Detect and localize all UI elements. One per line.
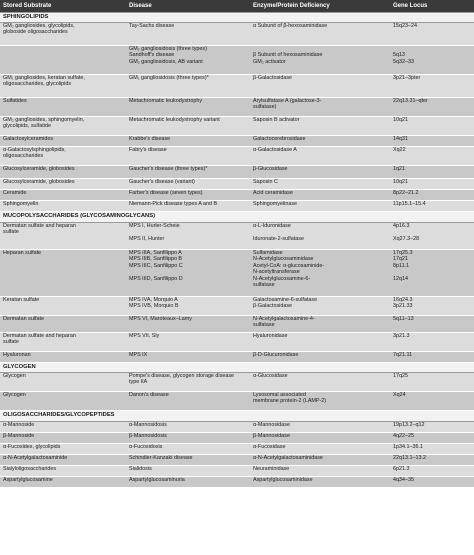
disease-cell: [126, 466, 250, 477]
enzyme-cell: [250, 466, 390, 477]
table-row: [0, 422, 474, 433]
cell-line: Dermatan sulfate and heparan: [3, 333, 76, 339]
disease-cell: [126, 297, 250, 316]
cell-line: α-Mannosidosis: [129, 422, 167, 428]
stored-substrate-cell: [0, 422, 126, 433]
table-row: [0, 316, 474, 333]
header-gene-locus: Gene Locus: [390, 0, 474, 13]
cell-line: 10q21: [393, 179, 408, 185]
cell-line: α-Fucosidase: [253, 444, 286, 450]
cell-line: GM₂ gangliosidosis, AB variant: [129, 58, 203, 65]
cell-line: Schindler-Kanzaki disease: [129, 455, 193, 461]
disease-cell: [126, 166, 250, 179]
cell-line: GM₂ gangliosides, glycolipids,: [3, 23, 75, 29]
cell-line: N-Acetylglucosamine-6-: [253, 275, 311, 282]
disease-cell: [126, 433, 250, 444]
header-row: [0, 0, 474, 13]
cell-line: Sialidosis: [129, 466, 152, 472]
disease-cell: [126, 46, 250, 75]
cell-line: Iduronate-2-sulfatase: [253, 235, 304, 242]
cell-line: Sulfamidase: [253, 250, 283, 256]
gene-locus-cell: [390, 46, 474, 75]
cell-line: β-Glucosidase: [253, 166, 288, 172]
gene-locus-cell: [390, 444, 474, 455]
disease-cell: [126, 201, 250, 212]
cell-line: Dermatan sulfate: [3, 316, 45, 322]
cell-line: sulfatase): [253, 104, 277, 111]
stored-substrate-cell: [0, 444, 126, 455]
cell-line: MPS VI, Maroteaux–Lamy: [129, 316, 192, 322]
cell-line: N-acetyltransferase: [253, 269, 300, 276]
cell-line: glycolipids, sulfatide: [3, 123, 51, 130]
cell-line: type IIA: [129, 379, 148, 386]
cell-line: β-D-Glucuronidase: [253, 352, 299, 358]
disease-cell: [126, 136, 250, 147]
gene-locus-cell: [390, 166, 474, 179]
table-row: [0, 117, 474, 136]
cell-line: Galactocerebrosidase: [253, 136, 306, 142]
cell-line: Acetyl-CoA: α-glucosaminide-: [253, 262, 325, 269]
enzyme-cell: [250, 46, 390, 75]
gene-locus-cell: [390, 23, 474, 46]
cell-line: MPS VII, Sly: [129, 333, 160, 339]
cell-line: Galactosylceramides: [3, 136, 54, 142]
cell-line: 5q32–33: [393, 58, 414, 65]
enzyme-cell: [250, 136, 390, 147]
cell-line: Krabbe's disease: [129, 136, 171, 142]
cell-line: Xq22: [393, 147, 406, 153]
cell-line: Metachromatic leukodystrophy variant: [129, 117, 220, 123]
gene-locus-cell: [390, 373, 474, 392]
cell-line: β-Galactosidase: [253, 303, 293, 310]
cell-line: Aspartylglucosaminidase: [253, 477, 313, 483]
stored-substrate-cell: [0, 466, 126, 477]
gene-locus-cell: [390, 422, 474, 433]
enzyme-cell: [250, 117, 390, 136]
cell-line: 22q13.1–13.2: [393, 455, 426, 461]
cell-line: Ceramide: [3, 190, 27, 196]
header-enzyme: Enzyme/Protein Deficiency: [250, 0, 390, 13]
cell-line: N-Acetylglucosaminidase: [253, 256, 314, 263]
disease-cell: [126, 179, 250, 190]
enzyme-cell: [250, 477, 390, 488]
cell-line: 1q21: [393, 166, 405, 172]
table-row: [0, 455, 474, 466]
enzyme-cell: [250, 250, 390, 297]
cell-line: MPS IIID, Sanfilippo D: [129, 275, 183, 282]
cell-line: oligosaccharides, glycolipids: [3, 81, 72, 88]
table-row: [0, 136, 474, 147]
disease-cell: [126, 455, 250, 466]
cell-line: 3p21.3: [393, 333, 410, 339]
cell-line: 6p21.3: [393, 466, 410, 472]
cell-line: Galactosamine-6-sulfatase: [253, 297, 318, 303]
gene-locus-cell: [390, 316, 474, 333]
header-disease: Disease: [126, 0, 250, 13]
cell-line: GM₁ gangliosidosis (three types)*: [129, 75, 209, 81]
table-row: [0, 179, 474, 190]
stored-substrate-cell: [0, 316, 126, 333]
section-header-row: [0, 13, 474, 23]
gene-locus-cell: [390, 297, 474, 316]
cell-line: sulfate: [3, 229, 19, 236]
table-row: [0, 166, 474, 179]
enzyme-cell: [250, 373, 390, 392]
gene-locus-cell: [390, 201, 474, 212]
disease-cell: [126, 316, 250, 333]
cell-line: α-Galactosidase A: [253, 147, 297, 153]
stored-substrate-cell: [0, 433, 126, 444]
header-stored-substrate: Stored Substrate: [0, 0, 126, 13]
cell-line: 8p11.1: [393, 262, 410, 269]
stored-substrate-cell: [0, 23, 126, 46]
cell-line: 12q14: [393, 275, 408, 282]
gene-locus-cell: [390, 250, 474, 297]
gene-locus-cell: [390, 98, 474, 117]
cell-line: 5q13: [393, 52, 405, 59]
stored-substrate-cell: [0, 477, 126, 488]
enzyme-cell: [250, 392, 390, 411]
cell-line: Dermatan sulfate and heparan: [3, 223, 76, 229]
cell-line: Heparan sulfate: [3, 250, 42, 256]
cell-line: MPS IX: [129, 352, 148, 358]
cell-line: MPS IIIA, Sanfilippo A: [129, 250, 182, 256]
table-row: [0, 297, 474, 316]
cell-line: 17q25: [393, 373, 408, 379]
disease-cell: [126, 392, 250, 411]
enzyme-cell: [250, 75, 390, 98]
gene-locus-cell: [390, 117, 474, 136]
gene-locus-cell: [390, 75, 474, 98]
enzyme-cell: [250, 223, 390, 250]
disease-cell: [126, 23, 250, 46]
cell-line: MPS II, Hunter: [129, 235, 165, 242]
gene-locus-cell: [390, 136, 474, 147]
table-row: [0, 75, 474, 98]
table-row: [0, 98, 474, 117]
table-row: [0, 23, 474, 46]
cell-line: Sphingomyelinase: [253, 201, 298, 207]
cell-line: 4p16.3: [393, 223, 410, 229]
stored-substrate-cell: [0, 297, 126, 316]
enzyme-cell: [250, 297, 390, 316]
stored-substrate-cell: [0, 166, 126, 179]
cell-line: Fabry's disease: [129, 147, 167, 153]
section-title: GLYCOGEN: [0, 363, 474, 373]
section-header-row: [0, 212, 474, 223]
cell-line: Pompe's disease, glycogen storage disease: [129, 373, 235, 379]
table-row: [0, 201, 474, 212]
cell-line: GM₂ activator: [253, 58, 286, 65]
table-row: [0, 223, 474, 250]
table-row: [0, 466, 474, 477]
cell-line: 10q21: [393, 117, 408, 123]
section-title: OLIGOSACCHARIDES/GLYCOPEPTIDES: [0, 411, 474, 422]
table-row: [0, 250, 474, 297]
disease-cell: [126, 250, 250, 297]
cell-line: Arylsulfatase A (galactose-3-: [253, 98, 322, 104]
enzyme-cell: [250, 166, 390, 179]
cell-line: Saposin C: [253, 179, 278, 185]
gene-locus-cell: [390, 179, 474, 190]
table-row: [0, 190, 474, 201]
cell-line: α-Fucosides, glycolipids: [3, 444, 61, 450]
stored-substrate-cell: [0, 117, 126, 136]
enzyme-cell: [250, 444, 390, 455]
cell-line: β-Galactosidase: [253, 75, 293, 81]
stored-substrate-cell: [0, 136, 126, 147]
cell-line: 3p21–3pter: [393, 75, 421, 81]
cell-line: 17q25.3: [393, 250, 413, 256]
gene-locus-cell: [390, 333, 474, 352]
cell-line: MPS IIIC, Sanfilippo C: [129, 262, 183, 269]
stored-substrate-cell: [0, 392, 126, 411]
cell-line: 4q34–35: [393, 477, 414, 483]
cell-line: 4q22–25: [393, 433, 414, 439]
cell-line: Metachromatic leukodystrophy: [129, 98, 203, 104]
cell-line: GM₂ gangliosidosis (three types): [129, 46, 207, 52]
cell-line: Saposin B activator: [253, 117, 300, 123]
cell-line: 22q13.31–qter: [393, 98, 428, 104]
cell-line: N-Acetylgalactosamine-4-: [253, 316, 315, 322]
cell-line: 8p22–21.2: [393, 190, 419, 196]
cell-line: Sphingomyelin: [3, 201, 39, 207]
enzyme-cell: [250, 147, 390, 166]
cell-line: Glycogen: [3, 373, 26, 379]
enzyme-cell: [250, 98, 390, 117]
cell-line: α-Mannosidase: [253, 422, 290, 428]
cell-line: α-Glucosidase: [253, 373, 288, 379]
stored-substrate-cell: [0, 455, 126, 466]
cell-line: sulfate: [3, 339, 19, 346]
cell-line: 14q31: [393, 136, 408, 142]
disease-cell: [126, 98, 250, 117]
enzyme-cell: [250, 455, 390, 466]
cell-line: α-Fucosidosis: [129, 444, 163, 450]
cell-line: GM₂ gangliosides, sphingomyelin,: [3, 117, 85, 123]
cell-line: β-Mannosidase: [253, 433, 290, 439]
cell-line: Keratan sulfate: [3, 297, 40, 303]
section-title: SPHINGOLIPIDS: [0, 13, 474, 23]
cell-line: Hyaluronan: [3, 352, 31, 358]
section-header-row: [0, 363, 474, 373]
cell-line: β Subunit of hexosaminidase: [253, 52, 323, 59]
cell-line: MPS IIIB, Sanfilippo B: [129, 256, 183, 263]
cell-line: Sandhoff's disease: [129, 52, 175, 59]
cell-line: β-Mannoside: [3, 433, 35, 439]
cell-line: 11p15.1–15.4: [393, 201, 426, 207]
cell-line: sulfatase: [253, 282, 275, 289]
gene-locus-cell: [390, 147, 474, 166]
cell-line: 7q21.11: [393, 352, 413, 358]
cell-line: α Subunit of β-hexosaminidase: [253, 23, 328, 29]
cell-line: Sialyloligosaccharides: [3, 466, 57, 472]
disease-cell: [126, 352, 250, 363]
cell-line: 5q11–13: [393, 316, 414, 322]
disease-cell: [126, 190, 250, 201]
enzyme-cell: [250, 333, 390, 352]
cell-line: α-Galactosylsphingolipids,: [3, 147, 66, 153]
stored-substrate-cell: [0, 201, 126, 212]
disease-cell: [126, 75, 250, 98]
section-title: MUCOPOLYSACCHARIDES (GLYCOSAMINOGLYCANS): [0, 212, 474, 223]
enzyme-cell: [250, 422, 390, 433]
stored-substrate-cell: [0, 333, 126, 352]
cell-line: Farber's disease (seven types): [129, 190, 203, 196]
disease-cell: [126, 444, 250, 455]
table-row: [0, 373, 474, 392]
cell-line: MPS IVA, Morquio A: [129, 297, 178, 303]
gene-locus-cell: [390, 223, 474, 250]
table-row: [0, 433, 474, 444]
stored-substrate-cell: [0, 223, 126, 250]
gene-locus-cell: [390, 466, 474, 477]
cell-line: Hyaluronidase: [253, 333, 288, 339]
disease-cell: [126, 223, 250, 250]
cell-line: Gaucher's disease (variant): [129, 179, 195, 185]
cell-line: MPS IVB, Morquio B: [129, 303, 179, 310]
cell-line: 19p13.2–q12: [393, 422, 425, 428]
cell-line: 16q24.3: [393, 297, 413, 303]
cell-line: globoside oligosaccharides: [3, 29, 68, 36]
cell-line: 3p21.33: [393, 303, 413, 310]
cell-line: Sulfatides: [3, 98, 27, 104]
table-row: [0, 46, 474, 75]
gene-locus-cell: [390, 477, 474, 488]
cell-line: Lysosomal associated: [253, 392, 306, 398]
table-row: [0, 392, 474, 411]
gene-locus-cell: [390, 190, 474, 201]
cell-line: MPS I, Hurler-Scheie: [129, 223, 180, 229]
table-row: [0, 352, 474, 363]
table-row: [0, 444, 474, 455]
enzyme-cell: [250, 23, 390, 46]
cell-line: Glycogen: [3, 392, 26, 398]
cell-line: Xq24: [393, 392, 406, 398]
cell-line: sulfatase: [253, 322, 275, 329]
stored-substrate-cell: [0, 352, 126, 363]
section-header-row: [0, 411, 474, 422]
cell-line: 17q21: [393, 256, 408, 263]
stored-substrate-cell: [0, 250, 126, 297]
cell-line: Glucosylceramide, globosides: [3, 166, 75, 172]
enzyme-cell: [250, 316, 390, 333]
table-row: [0, 477, 474, 488]
cell-line: oligosaccharides: [3, 153, 44, 160]
disease-cell: [126, 422, 250, 433]
stored-substrate-cell: [0, 190, 126, 201]
gene-locus-cell: [390, 455, 474, 466]
table-row: [0, 333, 474, 352]
disease-cell: [126, 373, 250, 392]
cell-line: Danon's disease: [129, 392, 169, 398]
stored-substrate-cell: [0, 98, 126, 117]
enzyme-cell: [250, 201, 390, 212]
stored-substrate-cell: [0, 373, 126, 392]
stored-substrate-cell: [0, 179, 126, 190]
enzyme-cell: [250, 433, 390, 444]
cell-line: Acid ceramidase: [253, 190, 293, 196]
cell-line: α-N-Acetylgalactosaminidase: [253, 455, 323, 461]
gene-locus-cell: [390, 433, 474, 444]
cell-line: 15q23–24: [393, 23, 417, 29]
cell-line: α-Mannoside: [3, 422, 35, 428]
cell-line: Niemann-Pick disease types A and B: [129, 201, 218, 207]
cell-line: β-Mannosidosis: [129, 433, 167, 439]
cell-line: Aspartylglucosamine: [3, 477, 53, 483]
disease-cell: [126, 477, 250, 488]
stored-substrate-cell: [0, 147, 126, 166]
cell-line: GM₁ gangliosides, keratan sulfate,: [3, 75, 85, 81]
cell-line: α-L-Iduronidase: [253, 223, 291, 229]
enzyme-cell: [250, 190, 390, 201]
cell-line: Glucosylceramide, globosides: [3, 179, 75, 185]
cell-line: α-N-Acetylgalactosaminide: [3, 455, 68, 461]
cell-line: Tay-Sachs disease: [129, 23, 175, 29]
cell-line: Aspartylglucosaminuria: [129, 477, 185, 483]
stored-substrate-cell: [0, 46, 126, 75]
enzyme-cell: [250, 352, 390, 363]
disease-cell: [126, 333, 250, 352]
cell-line: Gaucher's disease (three types)*: [129, 166, 208, 172]
disease-cell: [126, 117, 250, 136]
enzyme-cell: [250, 179, 390, 190]
cell-line: Xq27.3–28: [393, 235, 420, 242]
gene-locus-cell: [390, 392, 474, 411]
cell-line: membrane protein-2 (LAMP-2): [253, 398, 327, 405]
stored-substrate-cell: [0, 75, 126, 98]
disease-cell: [126, 147, 250, 166]
cell-line: Neuraminidase: [253, 466, 290, 472]
gene-locus-cell: [390, 352, 474, 363]
cell-line: 1p34.1–36.1: [393, 444, 423, 450]
table-row: [0, 147, 474, 166]
